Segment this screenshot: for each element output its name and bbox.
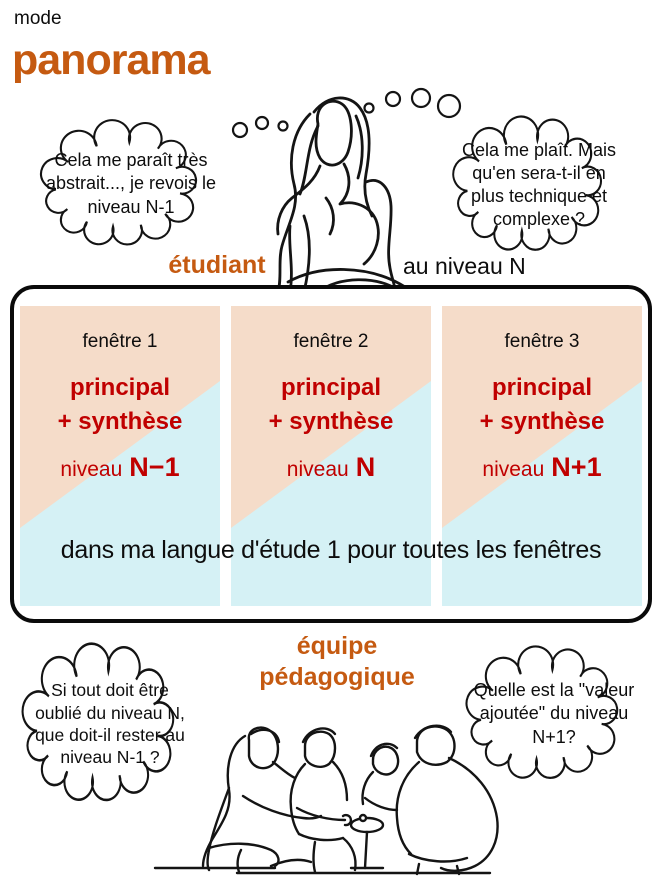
student-torso [340, 164, 378, 264]
p1-jaw [273, 762, 295, 778]
team-left-thought-text: Si tout doit être oublié du niveau N, que doit-il rester au niveau N-1 ? [35, 680, 185, 768]
table-top [351, 818, 383, 832]
student-neck-shoulder [278, 166, 320, 234]
panel-2-level [231, 452, 431, 483]
panel-2-title: fenêtre 2 [293, 331, 369, 352]
student-chest-curve [326, 198, 333, 234]
student-head [316, 101, 351, 165]
panel-1-level-value: N−1 [129, 452, 180, 482]
panel-3-synthese: + synthèse [479, 408, 605, 435]
team-illustration [145, 718, 515, 876]
p4-back-right [441, 758, 498, 871]
team-right-thought-text: Quelle est la "valeur ajoutée" du niveau N+1? [473, 680, 635, 747]
panel-3-title: fenêtre 3 [504, 331, 580, 352]
panorama-box [10, 285, 652, 623]
table-leg [365, 832, 367, 868]
team-label: équipe pédagogique [259, 632, 415, 691]
panel-2-synthese: + synthèse [268, 408, 394, 435]
p2-torso-left [291, 764, 305, 834]
panel-3-level [442, 452, 642, 483]
panel-1-title: fenêtre 1 [82, 331, 158, 352]
p3-head [373, 747, 398, 775]
student-figure [278, 98, 416, 292]
team-figures [155, 726, 498, 874]
p2-leg-right [343, 838, 356, 870]
panel-3-principal: principal [491, 374, 593, 401]
student-body-left [304, 216, 309, 292]
page-title: panorama [12, 36, 210, 84]
panel-2-level-prefix: niveau [286, 458, 349, 481]
panel-3-level-prefix: niveau [482, 458, 545, 481]
student-left-thought-text: Cela me paraît très abstrait..., je revois le niveau N-1 [45, 150, 217, 217]
p2-lap [299, 834, 343, 840]
panel-3-level-value: N+1 [551, 452, 602, 482]
student-level-note: au niveau N [403, 253, 526, 279]
panel-1-level-prefix: niveau [60, 458, 123, 481]
panel-1-level [20, 452, 220, 483]
mode-kicker: mode [14, 8, 62, 29]
p1-thigh [209, 844, 278, 866]
p2-head [305, 732, 335, 767]
student-label: étudiant [168, 251, 266, 279]
p2-leg-left [314, 842, 316, 872]
table-cup [360, 815, 366, 821]
student-hair-left [278, 114, 310, 292]
panel-1-synthese: + synthèse [57, 408, 183, 435]
p4-seat [409, 854, 467, 861]
panel-1-principal: principal [69, 374, 171, 401]
box-caption: dans ma langue d'étude 1 pour toutes les fenêtres [60, 536, 602, 564]
panel-2-principal: principal [280, 374, 382, 401]
panel-2-level-value: N [355, 452, 376, 482]
p4-back-left [397, 762, 419, 854]
student-left-thought-bubble [24, 114, 238, 254]
p3-arm [365, 798, 397, 810]
student-right-thought-text: Cela me plaît. Mais qu'en sera-t-il en plus technique et complexe ? [461, 139, 617, 230]
p2-torso-right [333, 762, 347, 800]
student-hair-right-strand [356, 116, 362, 178]
